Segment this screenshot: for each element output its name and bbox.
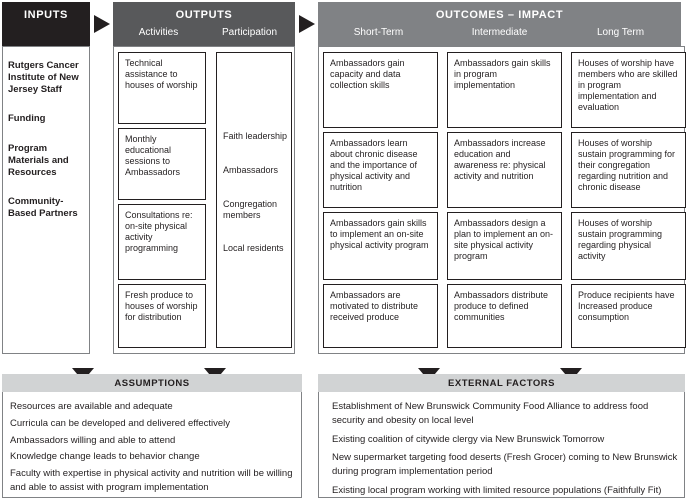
outcome-intermediate-box: Ambassadors distribute produce to defined communities	[447, 284, 562, 348]
participation-box	[216, 52, 292, 348]
outcome-long-term-box: Produce recipients have Increased produce consumption	[571, 284, 686, 348]
outcome-intermediate-box: Ambassadors increase education and awareness re: physical activity and nutrition	[447, 132, 562, 208]
outcome-short-term-box: Ambassadors gain capacity and data collection skills	[323, 52, 438, 128]
header-sub-long-term: Long Term	[596, 27, 645, 38]
header-sub-activities: Activities	[138, 27, 179, 38]
outcome-short-term-box: Ambassadors learn about chronic disease and the importance of physical activity and nutrition	[323, 132, 438, 208]
header-row	[2, 2, 685, 46]
header-outputs	[113, 2, 295, 46]
outcome-long-term-box: Houses of worship sustain programming for their congregation regarding nutrition and chronic disease	[571, 132, 686, 208]
header-outcomes-title: OUTCOMES – IMPACT	[435, 9, 564, 21]
header-outputs-subrow	[113, 27, 295, 38]
external-factor-item: Existing coalition of citywide clergy via New Brunswick Tomorrow	[332, 433, 605, 445]
arrow-right-icon	[299, 15, 315, 33]
header-inputs-title: INPUTS	[24, 9, 68, 21]
assumptions-list	[10, 400, 296, 498]
header-sub-short-term: Short-Term	[353, 27, 404, 38]
external-factors-list	[332, 400, 680, 501]
activity-box: Technical assistance to houses of worship	[118, 52, 206, 124]
outcome-long-term-box: Houses of worship sustain programming regarding physical activity	[571, 212, 686, 280]
assumption-item: Faculty with expertise in physical activity and nutrition will be willing and able to assist with program implementation	[10, 468, 293, 493]
activity-box: Fresh produce to houses of worship for distribution	[118, 284, 206, 348]
arrow-outputs-to-outcomes	[295, 2, 318, 46]
external-factor-item: Establishment of New Brunswick Community Food Alliance to address food security and obesity on local level	[332, 401, 649, 426]
assumptions-title: ASSUMPTIONS	[2, 374, 302, 392]
outcome-long-term-box: Houses of worship have members who are skilled in program implementation and evaluation	[571, 52, 686, 128]
header-sub-intermediate: Intermediate	[471, 27, 528, 38]
header-outputs-title: OUTPUTS	[175, 9, 233, 21]
external-factors-title: EXTERNAL FACTORS	[318, 374, 685, 392]
arrow-inputs-to-outputs	[90, 2, 113, 46]
external-factor-item: Existing local program working with limited resource populations (Faithfully Fit)	[332, 484, 662, 496]
header-outcomes	[318, 2, 681, 46]
outcome-short-term-box: Ambassadors are motivated to distribute received produce	[323, 284, 438, 348]
external-factor-item: New supermarket targeting food deserts (Fresh Grocer) coming to New Brunswick during program implementation period	[332, 452, 678, 478]
header-inputs	[2, 2, 90, 46]
activity-box: Consultations re: on-site physical activity programming	[118, 204, 206, 280]
participation-item: Faith leadership	[223, 131, 288, 141]
header-outcomes-subrow	[318, 27, 681, 38]
assumption-item: Knowledge change leads to behavior change	[10, 451, 200, 463]
participation-item: Congregation members	[223, 199, 278, 220]
assumption-item: Ambassadors willing and able to attend	[10, 434, 176, 446]
input-item: Program Materials and Resources	[8, 142, 69, 178]
input-item: Community-Based Partners	[8, 196, 78, 220]
participation-item: Ambassadors	[223, 165, 279, 175]
input-item: Rutgers Cancer Institute of New Jersey Staff	[8, 60, 79, 96]
inputs-list	[8, 60, 86, 237]
outcome-short-term-box: Ambassadors gain skills to implement an on-site physical activity program	[323, 212, 438, 280]
participation-item: Local residents	[223, 243, 284, 253]
header-sub-participation: Participation	[221, 27, 278, 38]
assumption-item: Resources are available and adequate	[10, 401, 173, 412]
outcome-intermediate-box: Ambassadors design a plan to implement an on-site physical activity program	[447, 212, 562, 280]
outcome-intermediate-box: Ambassadors gain skills in program implementation	[447, 52, 562, 128]
activity-box: Monthly educational sessions to Ambassadors	[118, 128, 206, 200]
assumption-item: Curricula can be developed and delivered effectively	[10, 417, 231, 429]
input-item: Funding	[8, 113, 46, 125]
arrow-right-icon	[94, 15, 110, 33]
